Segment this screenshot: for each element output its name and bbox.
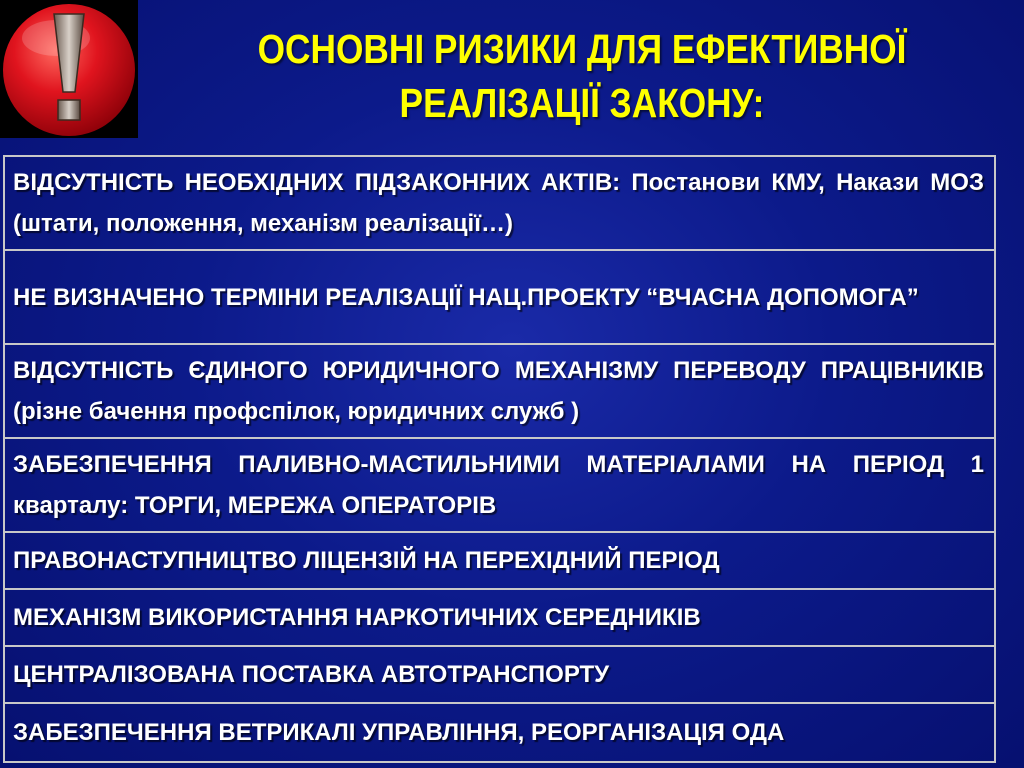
warning-logo bbox=[0, 0, 138, 138]
risk-text: НЕ ВИЗНАЧЕНО ТЕРМІНИ РЕАЛІЗАЦІЇ НАЦ.ПРОЕКТУ “ВЧАСНА ДОПОМОГА” bbox=[13, 283, 919, 311]
risk-row bbox=[5, 157, 994, 251]
risk-text: МЕХАНІЗМ ВИКОРИСТАННЯ НАРКОТИЧНИХ СЕРЕДНИКІВ bbox=[13, 604, 701, 631]
risk-text: ЦЕНТРАЛІЗОВАНА ПОСТАВКА АВТОТРАНСПОРТУ bbox=[13, 661, 610, 688]
risks-table bbox=[3, 155, 996, 763]
risk-text: ЗАБЕЗПЕЧЕННЯ ВЕТРИКАЛІ УПРАВЛІННЯ, РЕОРГАНІЗАЦІЯ ОДА bbox=[13, 719, 785, 746]
risk-row bbox=[5, 590, 994, 647]
risk-text: ПРАВОНАСТУПНИЦТВО ЛІЦЕНЗІЙ НА ПЕРЕХІДНИЙ ПЕРІОД bbox=[13, 547, 720, 574]
risk-row bbox=[5, 345, 994, 439]
risk-text: ВІДСУТНІСТЬ ЄДИНОГО ЮРИДИЧНОГО МЕХАНІЗМУ ПЕРЕВОДУ ПРАЦІВНИКІВ (різне бачення профспілок, юридичних служб ) bbox=[13, 357, 984, 425]
risk-row bbox=[5, 647, 994, 704]
risk-text: ВІДСУТНІСТЬ НЕОБХІДНИХ ПІДЗАКОННИХ АКТІВ: Постанови КМУ, Накази МОЗ (штати, положення, механізм реалізації…) bbox=[13, 169, 984, 237]
exclamation-warning-icon bbox=[0, 0, 138, 138]
risk-row bbox=[5, 533, 994, 590]
slide-title: ОСНОВНІ РИЗИКИ ДЛЯ ЕФЕКТИВНОЇ РЕАЛІЗАЦІЇ ЗАКОНУ: bbox=[257, 26, 907, 126]
risk-text: ЗАБЕЗПЕЧЕННЯ ПАЛИВНО-МАСТИЛЬНИМИ МАТЕРІАЛАМИ НА ПЕРІОД 1 кварталу: ТОРГИ, МЕРЕЖА ОПЕРАТОРІВ bbox=[13, 451, 984, 519]
risk-row bbox=[5, 439, 994, 533]
risk-row bbox=[5, 251, 994, 345]
risk-row bbox=[5, 704, 994, 761]
